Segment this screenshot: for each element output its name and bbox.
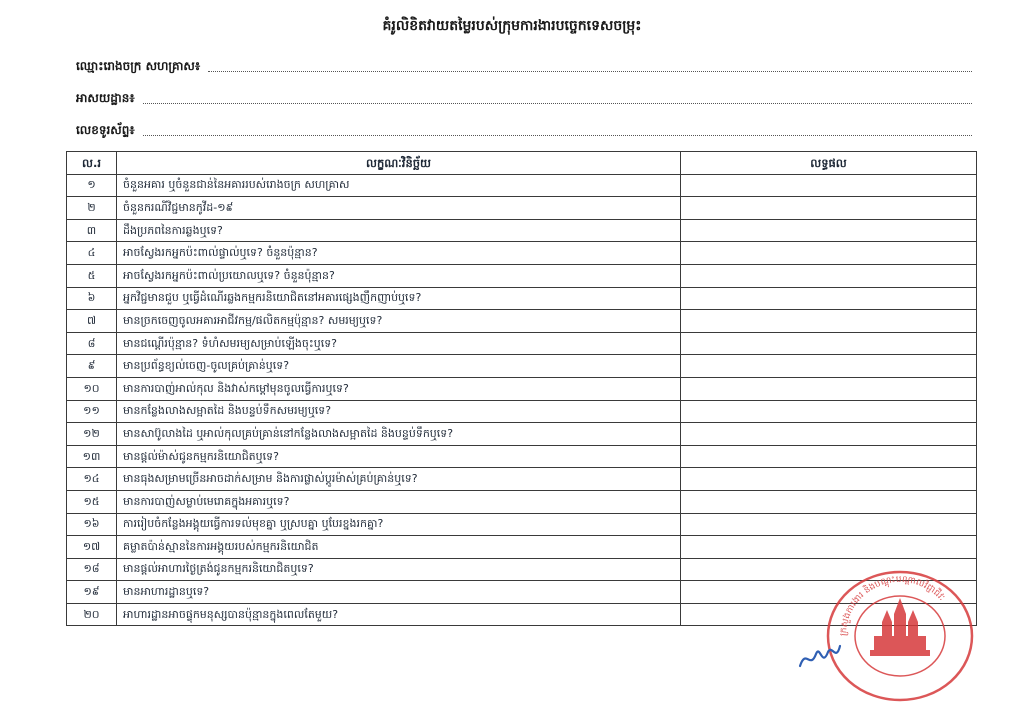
seal-ink (828, 572, 972, 700)
table-row (67, 174, 977, 197)
row-criterion: មានអាហារដ្ឋានឬទេ? (117, 581, 681, 604)
table-row (67, 242, 977, 265)
row-result (681, 174, 977, 197)
row-number: ១ (67, 174, 117, 197)
row-result (681, 536, 977, 559)
factory-name-label: ឈ្មោះរោងចក្រ សហគ្រាស៖ (76, 59, 201, 73)
row-criterion: មានផ្តល់អាហារថ្ងៃត្រង់ជូនកម្មករនិយោជិតឬទេ? (117, 558, 681, 581)
row-result (681, 490, 977, 513)
row-criterion: អ្នកវិជ្ជមានជួប ឬធ្វើដំណើរឆ្លងកម្មករនិយោជិតនៅអគារផ្សេងញឹកញាប់ឬទេ? (117, 287, 681, 310)
table-row (67, 445, 977, 468)
row-criterion: មានការបាញ់អាល់កុល និងវាស់កម្តៅមុនចូលធ្វើការឬទេ? (117, 377, 681, 400)
row-criterion: មានសាប៊ូលាងដៃ ឬអាល់កុលគ្រប់គ្រាន់នៅកន្លែងលាងសម្អាតដៃ និងបន្ទប់ទឹកឬទេ? (117, 423, 681, 446)
factory-name-dotted-line (208, 71, 972, 72)
table-header-row (67, 152, 977, 175)
row-criterion: មានផ្តល់ម៉ាស់ជូនកម្មករនិយោជិតឬទេ? (117, 445, 681, 468)
row-result (681, 242, 977, 265)
row-number: ១៦ (67, 513, 117, 536)
row-result (681, 332, 977, 355)
phone-field (76, 120, 972, 140)
row-result (681, 310, 977, 333)
row-criterion: អាចស្វែងរកអ្នកប៉ះពាល់ផ្ទាល់ឬទេ? ចំនួនប៉ុន្មាន? (117, 242, 681, 265)
row-number: ១៣ (67, 445, 117, 468)
table-row (67, 513, 977, 536)
row-criterion: មានច្រកចេញចូលអគារអាជីវកម្ម/ផលិតកម្មប៉ុន្មាន? សមរម្យឬទេ? (117, 310, 681, 333)
row-criterion: អាហារដ្ឋានអាចផ្ទុកមនុស្សបានប៉ុន្មានក្នុងពេលតែមួយ? (117, 603, 681, 626)
row-criterion: ចំនួនករណីវិជ្ជមានកូវីដ-១៩ (117, 197, 681, 220)
table-row (67, 423, 977, 446)
row-criterion: មានកន្លែងលាងសម្អាតដៃ និងបន្ទប់ទឹកសមរម្យឬទេ? (117, 400, 681, 423)
header-number: ល.រ (67, 152, 117, 175)
row-number: ៥ (67, 264, 117, 287)
table-row (67, 197, 977, 220)
table-row (67, 287, 977, 310)
address-dotted-line (143, 103, 972, 104)
row-criterion: ការរៀបចំកន្លែងអង្គុយធ្វើការទល់មុខគ្នា ឬស្របគ្នា ឬបែរខ្នងរកគ្នា? (117, 513, 681, 536)
row-criterion: មានប្រព័ន្ធខ្យល់ចេញ-ចូលគ្រប់គ្រាន់ឬទេ? (117, 355, 681, 378)
row-criterion: ចំនួនអគារ ឬចំនួនជាន់នៃអគាររបស់រោងចក្រ សហគ្រាស (117, 174, 681, 197)
official-seal (826, 570, 974, 702)
table-body (67, 174, 977, 626)
row-result (681, 377, 977, 400)
header-criteria: លក្ខណៈវិនិច្ឆ័យ (117, 152, 681, 175)
row-result (681, 468, 977, 491)
row-result (681, 423, 977, 446)
row-number: ៩ (67, 355, 117, 378)
page-title: គំរូលិខិតវាយតម្លៃរបស់ក្រុមការងារបច្ចេកទេសចម្រុះ (382, 18, 642, 34)
row-result (681, 400, 977, 423)
table-row (67, 490, 977, 513)
table-row (67, 377, 977, 400)
row-number: ១១ (67, 400, 117, 423)
assessment-table (66, 151, 977, 626)
row-criterion: អាចស្វែងរកអ្នកប៉ះពាល់ប្រយោលឬទេ? ចំនួនប៉ុន្មាន? (117, 264, 681, 287)
table-row (67, 468, 977, 491)
row-result (681, 445, 977, 468)
row-number: ៦ (67, 287, 117, 310)
row-result (681, 197, 977, 220)
row-number: ១២ (67, 423, 117, 446)
row-criterion: មានជណ្តើរប៉ុន្មាន? ទំហំសមរម្យសម្រាប់ឡើងចុះឬទេ? (117, 332, 681, 355)
row-number: ៨ (67, 332, 117, 355)
phone-label: លេខទូរស័ព្ទ៖ (76, 123, 135, 137)
table-row (67, 400, 977, 423)
row-number: ១៩ (67, 581, 117, 604)
row-number: ២ (67, 197, 117, 220)
seal-ring-text: ក្រសួងការងារ និងបណ្តុះបណ្តាលវិជ្ជាជីវៈ (838, 574, 947, 637)
row-result (681, 355, 977, 378)
row-number: ១០ (67, 377, 117, 400)
row-result (681, 264, 977, 287)
header-result: លទ្ធផល (681, 152, 977, 175)
table-row (67, 264, 977, 287)
row-number: ៤ (67, 242, 117, 265)
table-row (67, 310, 977, 333)
table-row (67, 536, 977, 559)
factory-name-field (76, 56, 972, 76)
row-result (681, 513, 977, 536)
row-number: ៣ (67, 219, 117, 242)
row-number: ១៥ (67, 490, 117, 513)
row-number: ១៤ (67, 468, 117, 491)
row-number: ៧ (67, 310, 117, 333)
table-row (67, 332, 977, 355)
row-result (681, 287, 977, 310)
table-row (67, 219, 977, 242)
address-label: អាសយដ្ឋាន៖ (76, 91, 135, 105)
row-criterion: មានធុងសម្រាមច្រើនអាចដាក់សម្រាម និងការផ្លាស់ប្តូរម៉ាស់គ្រប់គ្រាន់ឬទេ? (117, 468, 681, 491)
row-number: ១៨ (67, 558, 117, 581)
row-number: ១៧ (67, 536, 117, 559)
angkor-temple-icon (870, 598, 930, 656)
row-criterion: គម្លាតប៉ាន់ស្មាននៃការអង្គុយរបស់កម្មករនិយោជិត (117, 536, 681, 559)
row-result (681, 219, 977, 242)
row-number: ២០ (67, 603, 117, 626)
phone-dotted-line (143, 135, 972, 136)
table-row (67, 355, 977, 378)
signature (796, 640, 844, 674)
row-criterion: មានការបាញ់សម្លាប់មេរោគក្នុងអគារឬទេ? (117, 490, 681, 513)
row-criterion: ដឹងប្រភពនៃការឆ្លងឬទេ? (117, 219, 681, 242)
address-field (76, 88, 972, 108)
signature-stroke (800, 646, 840, 666)
